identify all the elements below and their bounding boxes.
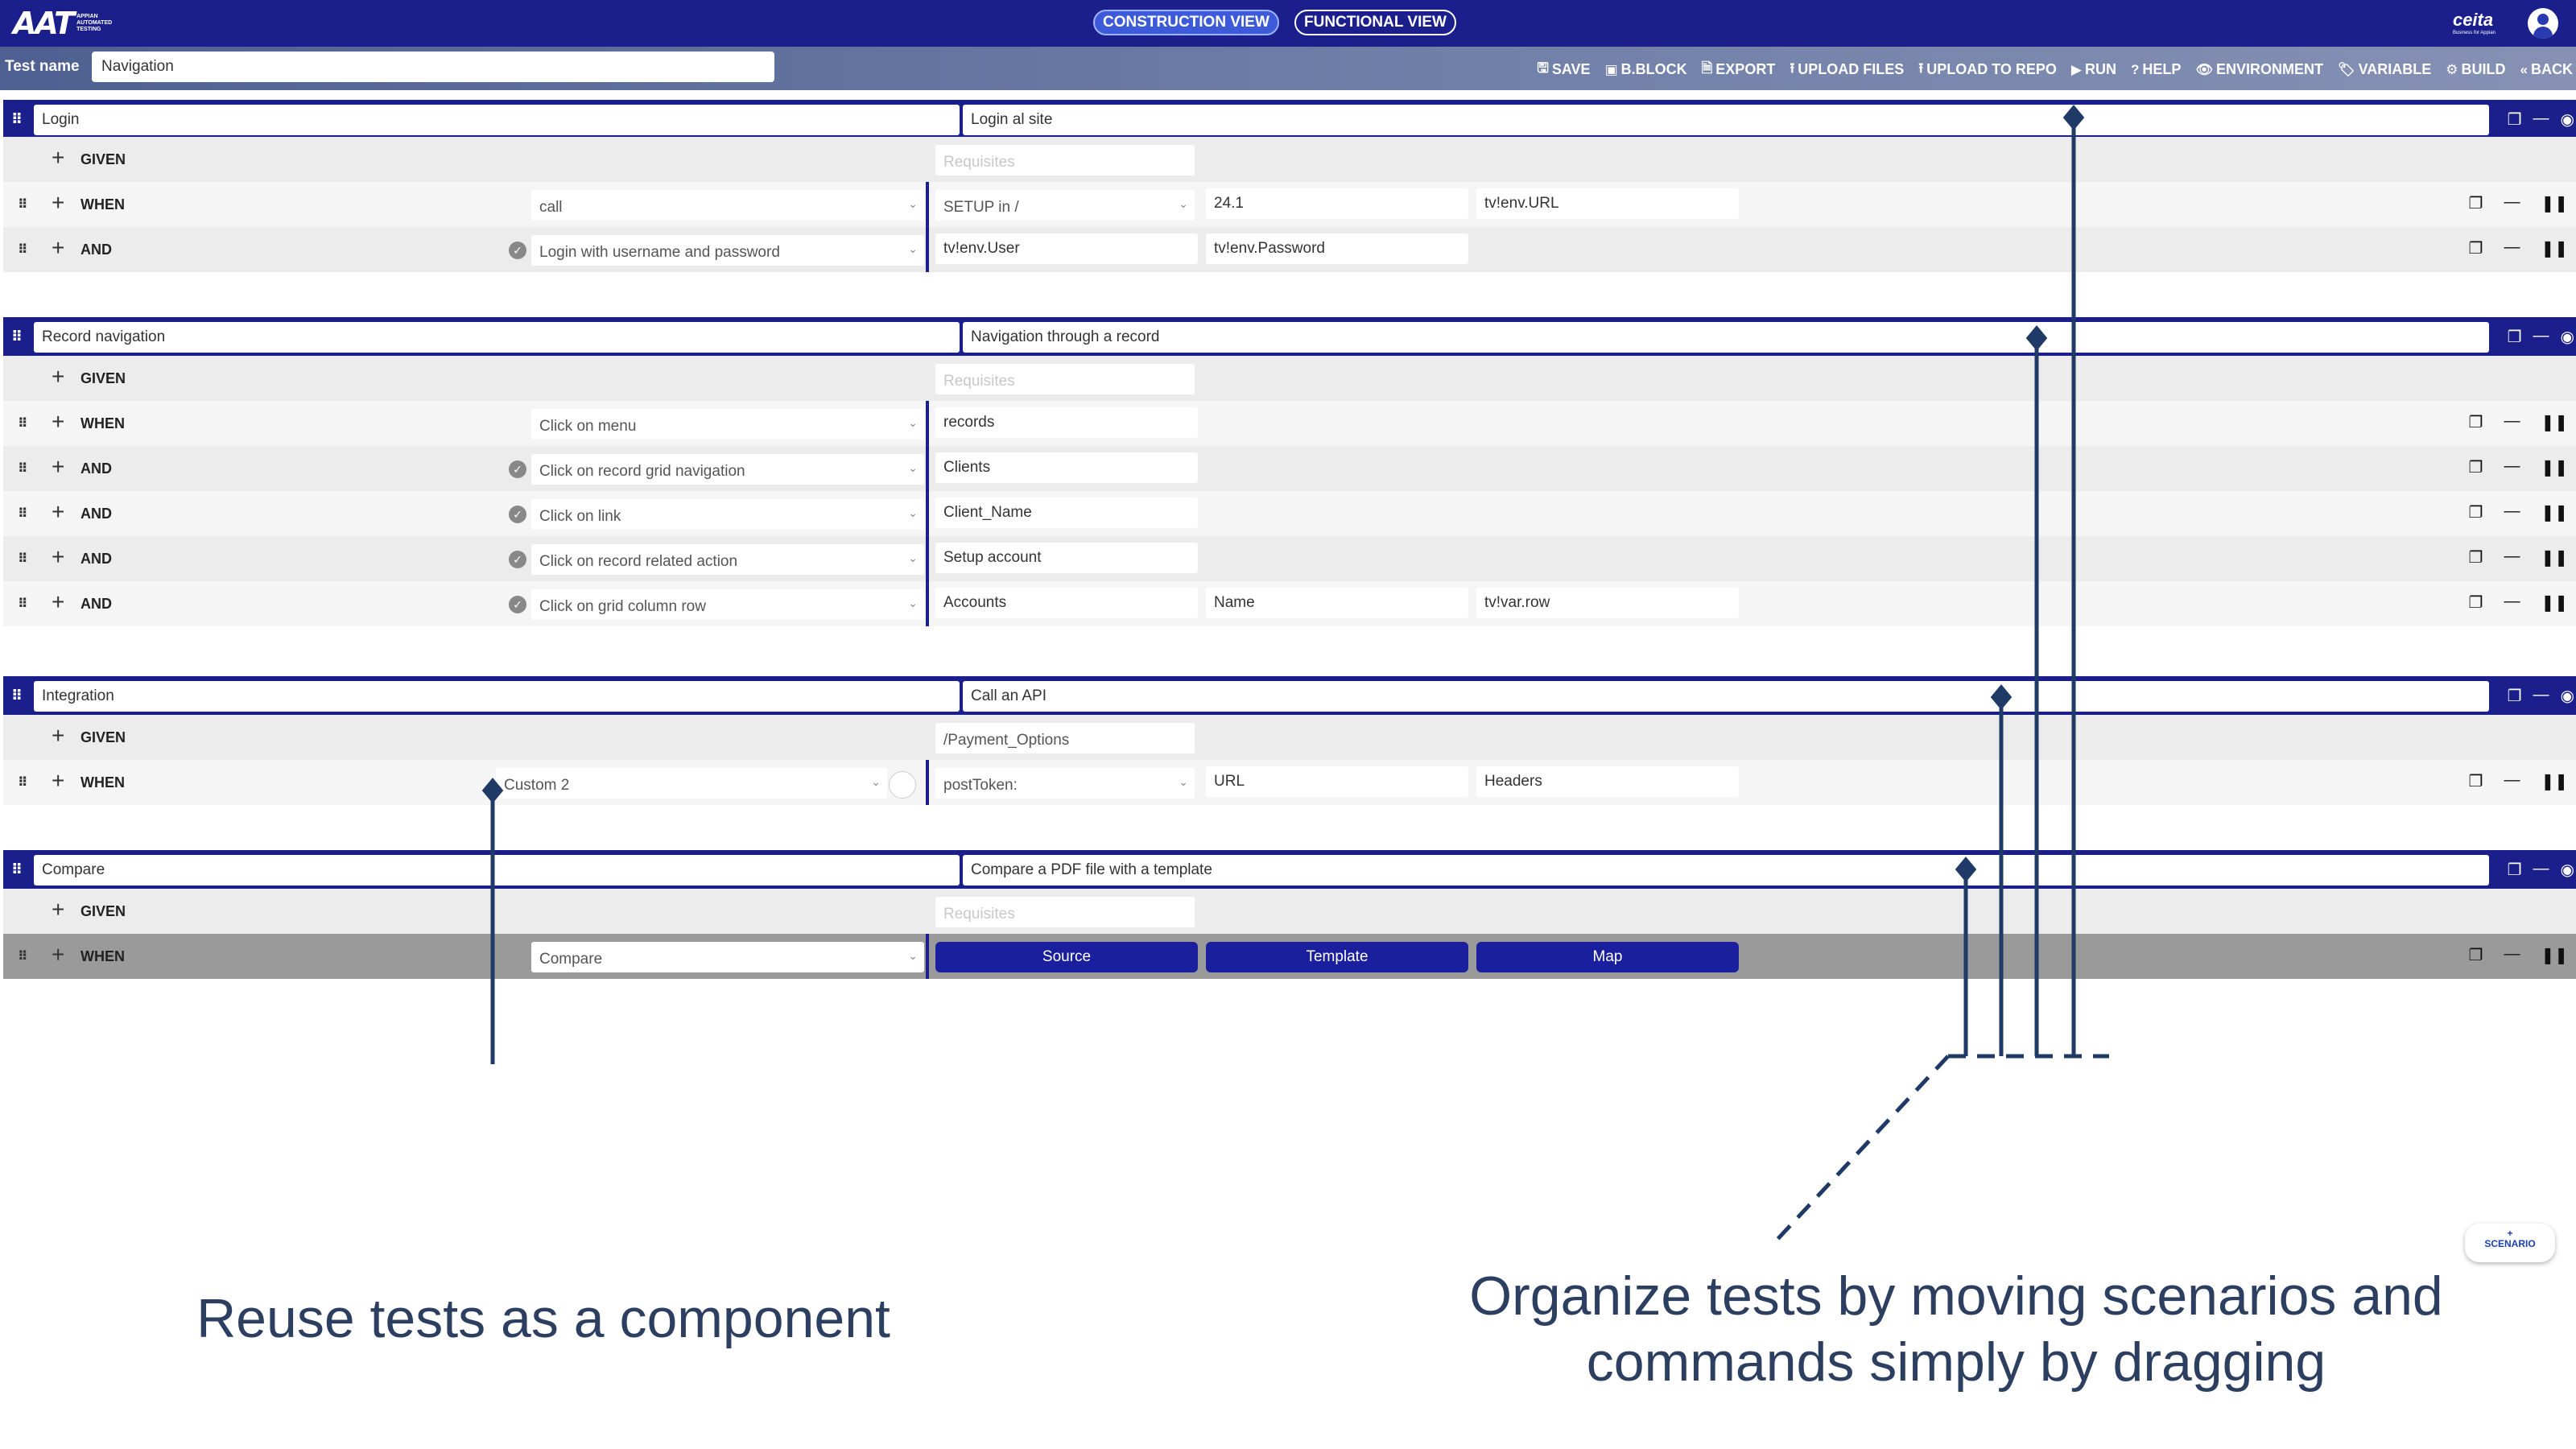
tool-label: UPLOAD TO REPO — [1926, 61, 2057, 77]
step-actions — [2469, 771, 2568, 791]
step-keyword: AND — [80, 242, 112, 258]
tool-b-block-button[interactable] — [1605, 58, 1687, 81]
add-step-icon[interactable]: + — [52, 897, 65, 922]
copy-icon[interactable]: ❐ — [2468, 773, 2483, 791]
tool-back-button[interactable] — [2520, 58, 2573, 81]
step-actions — [2469, 547, 2568, 568]
construction-view-button[interactable]: CONSTRUCTION VIEW — [1093, 10, 1279, 35]
column-divider — [926, 182, 929, 227]
toolbar — [0, 47, 2576, 90]
column-divider — [926, 227, 929, 272]
step-keyword: WHEN — [80, 415, 125, 431]
add-step-icon[interactable]: + — [52, 145, 65, 170]
check-icon: ✓ — [509, 460, 526, 478]
check-icon: ✓ — [509, 506, 526, 523]
scenario-name-input[interactable]: Login — [34, 105, 960, 135]
command-select[interactable] — [531, 454, 924, 485]
step-row — [3, 889, 2576, 934]
step-keyword: WHEN — [80, 774, 125, 791]
scenario-actions — [2508, 686, 2574, 706]
column-divider — [926, 934, 929, 979]
chevron-down-icon: ⌄ — [908, 416, 918, 429]
add-scenario-button[interactable] — [2465, 1224, 2555, 1262]
scenario-header — [3, 317, 2576, 357]
tool-label: UPLOAD FILES — [1798, 61, 1905, 77]
tool-label: ENVIRONMENT — [2216, 61, 2324, 77]
column-divider — [926, 446, 929, 491]
eye-icon[interactable]: ◉ — [2560, 861, 2574, 879]
source-button[interactable]: Source — [935, 942, 1198, 972]
command-select[interactable] — [531, 235, 924, 266]
pause-icon[interactable]: ❚❚ — [2541, 773, 2568, 791]
tool-label: B.BLOCK — [1620, 61, 1687, 77]
step-actions — [2469, 502, 2568, 522]
add-step-icon[interactable]: + — [52, 589, 65, 614]
param-input[interactable]: tv!env.User — [935, 233, 1198, 264]
drag-handle-icon[interactable]: ⠿ — [18, 243, 28, 257]
eye-icon[interactable]: ◉ — [2560, 111, 2574, 129]
organize-caption — [1401, 1264, 2512, 1395]
command-value: Custom 2 — [504, 777, 570, 794]
pause-icon[interactable]: ❚❚ — [2541, 459, 2568, 477]
add-step-icon[interactable]: + — [52, 409, 65, 434]
step-row — [3, 491, 2576, 536]
save-icon: 🖫 — [1537, 60, 1549, 76]
step-row — [3, 182, 2576, 227]
remove-icon[interactable]: — — [2504, 945, 2520, 963]
requisites-select[interactable]: Requisites — [935, 364, 1195, 394]
requisites-select[interactable]: Requisites — [935, 145, 1195, 175]
param-input[interactable]: 24.1 — [1206, 188, 1468, 219]
pause-icon[interactable]: ❚❚ — [2541, 549, 2568, 567]
param-select[interactable] — [935, 190, 1195, 221]
copy-icon[interactable]: ❐ — [2507, 328, 2522, 346]
command-value: call — [539, 199, 563, 216]
param-input[interactable]: Clients — [935, 452, 1198, 483]
file-icon: 🗎 — [1701, 60, 1713, 76]
command-select[interactable] — [531, 589, 924, 620]
step-actions — [2469, 945, 2568, 965]
chevron-down-icon: ⌄ — [908, 461, 918, 474]
param-input[interactable]: Client_Name — [935, 497, 1198, 528]
tool-label: VARIABLE — [2358, 61, 2432, 77]
plus-icon: + — [2507, 1228, 2513, 1239]
chevron-down-icon: ⌄ — [908, 949, 918, 962]
check-icon: ✓ — [509, 551, 526, 568]
scenario-description-input[interactable]: Login al site — [963, 105, 2489, 135]
chevron-down-icon: ⌄ — [908, 551, 918, 564]
param-input[interactable]: URL — [1206, 766, 1468, 797]
eye-icon: 👁 — [2195, 61, 2213, 77]
scenario-description-input[interactable]: Compare a PDF file with a template — [963, 855, 2489, 886]
help-icon: ? — [2131, 61, 2140, 77]
column-divider — [926, 581, 929, 626]
remove-icon[interactable]: — — [2504, 502, 2520, 520]
remove-icon[interactable]: — — [2504, 457, 2520, 475]
upload-icon: ⭱ — [1790, 60, 1795, 76]
command-value: Compare — [539, 951, 603, 968]
step-keyword: GIVEN — [80, 729, 126, 745]
build-icon: ⚙ — [2446, 61, 2458, 77]
command-value: Login with username and password — [539, 244, 780, 261]
command-select[interactable] — [531, 409, 924, 440]
top-bar — [0, 0, 2576, 47]
remove-icon[interactable]: — — [2504, 771, 2520, 789]
brand-name: ceita — [2452, 10, 2494, 30]
tool-help-button[interactable] — [2131, 58, 2181, 81]
step-row — [3, 715, 2576, 760]
scenario-actions — [2508, 860, 2574, 880]
add-step-icon[interactable]: + — [52, 364, 65, 389]
tool-label: BUILD — [2461, 61, 2506, 77]
copy-icon[interactable]: ❐ — [2468, 414, 2483, 431]
step-keyword: AND — [80, 596, 112, 612]
expand-toggle-button[interactable] — [889, 771, 916, 799]
copy-icon[interactable]: ❐ — [2468, 504, 2483, 522]
step-actions — [2469, 592, 2568, 613]
drag-handle-icon[interactable]: ⠿ — [18, 552, 28, 566]
step-row — [3, 581, 2576, 626]
drag-handle-icon[interactable]: ⠿ — [11, 111, 23, 127]
drag-handle-icon[interactable]: ⠿ — [18, 597, 28, 611]
drag-handle-icon[interactable]: ⠿ — [18, 776, 28, 790]
step-row — [3, 446, 2576, 491]
template-button[interactable]: Template — [1206, 942, 1468, 972]
requisites-select[interactable]: Requisites — [935, 897, 1195, 927]
scenario-header — [3, 850, 2576, 890]
tool-build-button[interactable] — [2446, 58, 2505, 81]
step-row — [3, 760, 2576, 805]
add-step-icon[interactable]: + — [52, 235, 65, 260]
param-input[interactable]: records — [935, 407, 1198, 438]
pause-icon[interactable]: ❚❚ — [2541, 195, 2568, 213]
check-icon: ✓ — [509, 596, 526, 613]
column-divider — [926, 760, 929, 805]
test-name-label: Test name — [5, 58, 80, 75]
add-step-icon[interactable]: + — [52, 454, 65, 479]
tool-label: HELP — [2142, 61, 2182, 77]
step-keyword: WHEN — [80, 196, 125, 213]
add-step-icon[interactable]: + — [52, 723, 65, 748]
reuse-caption: Reuse tests as a component — [196, 1288, 890, 1349]
step-keyword: AND — [80, 551, 112, 567]
drag-handle-icon[interactable]: ⠿ — [18, 950, 28, 964]
step-row — [3, 536, 2576, 581]
tool-upload-files-button[interactable] — [1790, 58, 1904, 81]
tool-label: BACK — [2531, 61, 2573, 77]
pause-icon[interactable]: ❚❚ — [2541, 504, 2568, 522]
tag-icon: 🏷 — [2338, 61, 2355, 77]
drag-handle-icon[interactable]: ⠿ — [18, 507, 28, 521]
command-select[interactable] — [531, 942, 924, 972]
column-divider — [926, 401, 929, 446]
step-keyword: AND — [80, 506, 112, 522]
command-select[interactable] — [496, 768, 887, 799]
step-row — [3, 356, 2576, 401]
drag-handle-icon[interactable]: ⠿ — [11, 687, 23, 704]
param-input[interactable]: Setup account — [935, 543, 1198, 573]
column-divider — [926, 491, 929, 536]
param-input[interactable]: tv!env.Password — [1206, 233, 1468, 264]
param-input[interactable]: tv!env.URL — [1476, 188, 1739, 219]
step-row — [3, 934, 2576, 979]
step-row — [3, 227, 2576, 272]
param-select[interactable] — [935, 768, 1195, 799]
back-icon: « — [2520, 61, 2528, 77]
step-keyword: WHEN — [80, 948, 125, 964]
command-select[interactable] — [531, 190, 924, 221]
remove-icon[interactable]: — — [2504, 547, 2520, 565]
chevron-down-icon: ⌄ — [1179, 775, 1188, 788]
step-actions — [2469, 457, 2568, 477]
copy-icon[interactable]: ❐ — [2468, 195, 2483, 213]
add-step-icon[interactable]: + — [52, 544, 65, 569]
test-name-input[interactable] — [92, 52, 774, 82]
copy-icon[interactable]: ❐ — [2468, 594, 2483, 612]
scenario-header — [3, 100, 2576, 140]
pause-icon[interactable]: ❚❚ — [2541, 414, 2568, 431]
pause-icon[interactable]: ❚❚ — [2541, 594, 2568, 612]
copy-icon[interactable]: ❐ — [2507, 687, 2522, 705]
command-value: Click on grid column row — [539, 598, 706, 615]
drag-handle-icon[interactable]: ⠿ — [18, 462, 28, 476]
copy-icon[interactable]: ❐ — [2468, 947, 2483, 964]
user-avatar-icon[interactable] — [2528, 8, 2558, 39]
pause-icon[interactable]: ❚❚ — [2541, 240, 2568, 258]
step-actions — [2469, 238, 2568, 258]
tool-label: SAVE — [1551, 61, 1591, 77]
tool-environment-button[interactable] — [2195, 58, 2323, 81]
column-divider — [926, 536, 929, 581]
block-icon: ▣ — [1604, 61, 1618, 77]
brand-logo — [2453, 10, 2496, 35]
command-select[interactable] — [531, 544, 924, 575]
scenario-header — [3, 676, 2576, 716]
tool-run-button[interactable] — [2071, 58, 2116, 81]
drag-handle-icon[interactable]: ⠿ — [18, 198, 28, 212]
chevron-down-icon: ⌄ — [908, 242, 918, 255]
eye-icon[interactable]: ◉ — [2560, 328, 2574, 346]
tool-variable-button[interactable] — [2338, 58, 2431, 81]
tool-upload-to-repo-button[interactable] — [1918, 58, 2057, 81]
add-step-icon[interactable]: + — [52, 190, 65, 215]
add-step-icon[interactable]: + — [52, 942, 65, 967]
check-icon: ✓ — [509, 242, 526, 259]
collapse-icon[interactable]: — — [2533, 860, 2549, 877]
requisites-select[interactable]: /Payment_Options — [935, 723, 1195, 753]
step-keyword: GIVEN — [80, 903, 126, 919]
functional-view-button[interactable]: FUNCTIONAL VIEW — [1294, 10, 1456, 35]
collapse-icon[interactable]: — — [2533, 109, 2549, 127]
logo-subtitle: APPIAN AUTOMATED TESTING — [76, 14, 113, 32]
upload-icon: ⭱ — [1918, 60, 1924, 76]
scenario-actions — [2508, 327, 2574, 347]
drag-handle-icon[interactable]: ⠿ — [18, 417, 28, 431]
drag-handle-icon[interactable]: ⠿ — [11, 328, 23, 345]
toolbar-actions — [1537, 58, 2573, 81]
brand-tagline: Business for Appian — [2452, 31, 2496, 35]
copy-icon[interactable]: ❐ — [2468, 240, 2483, 258]
pause-icon[interactable]: ❚❚ — [2541, 947, 2568, 964]
step-actions — [2469, 193, 2568, 213]
organize-caption-line2: commands simply by dragging — [1586, 1331, 2326, 1393]
param-value: postToken: — [943, 777, 1018, 794]
command-value: Click on menu — [539, 418, 637, 435]
chevron-down-icon: ⌄ — [908, 506, 918, 519]
step-row — [3, 137, 2576, 182]
scenario-name-input[interactable]: Integration — [34, 681, 960, 712]
add-step-icon[interactable]: + — [52, 499, 65, 524]
command-value: Click on record related action — [539, 553, 738, 570]
app-logo[interactable] — [13, 6, 125, 40]
param-input[interactable]: tv!var.row — [1476, 588, 1739, 618]
chevron-down-icon: ⌄ — [908, 197, 918, 210]
command-value: Click on record grid navigation — [539, 463, 745, 480]
param-input[interactable]: Headers — [1476, 766, 1739, 797]
remove-icon[interactable]: — — [2504, 412, 2520, 430]
step-keyword: AND — [80, 460, 112, 477]
tool-label: EXPORT — [1715, 61, 1776, 77]
scenario-name-input[interactable]: Record navigation — [34, 322, 960, 353]
play-icon: ▶ — [2070, 61, 2082, 77]
collapse-icon[interactable]: — — [2533, 686, 2549, 704]
add-step-icon[interactable]: + — [52, 768, 65, 793]
scenario-description-input[interactable]: Navigation through a record — [963, 322, 2489, 353]
drag-callout-line — [1773, 1056, 1948, 1245]
copy-icon[interactable]: ❐ — [2468, 549, 2483, 567]
drag-handle-icon[interactable]: ⠿ — [11, 861, 23, 877]
chevron-down-icon: ⌄ — [908, 597, 918, 609]
collapse-icon[interactable]: — — [2533, 327, 2549, 345]
add-scenario-label: SCENARIO — [2484, 1238, 2536, 1249]
param-value: SETUP in / — [943, 199, 1019, 216]
scenario-name-input[interactable]: Compare — [34, 855, 960, 886]
step-keyword: GIVEN — [80, 370, 126, 386]
eye-icon[interactable]: ◉ — [2560, 687, 2574, 705]
chevron-down-icon: ⌄ — [1179, 197, 1188, 210]
organize-caption-line1: Organize tests by moving scenarios and — [1469, 1265, 2443, 1327]
param-input[interactable]: Name — [1206, 588, 1468, 618]
scenario-description-input[interactable]: Call an API — [963, 681, 2489, 712]
tool-label: RUN — [2085, 61, 2116, 77]
copy-icon[interactable]: ❐ — [2468, 459, 2483, 477]
scenario-actions — [2508, 109, 2574, 130]
step-actions — [2469, 412, 2568, 432]
remove-icon[interactable]: — — [2504, 238, 2520, 256]
remove-icon[interactable]: — — [2504, 193, 2520, 211]
step-row — [3, 401, 2576, 446]
copy-icon[interactable]: ❐ — [2507, 111, 2522, 129]
command-value: Click on link — [539, 508, 621, 525]
map-button[interactable]: Map — [1476, 942, 1739, 972]
param-input[interactable]: Accounts — [935, 588, 1198, 618]
tool-save-button[interactable] — [1537, 58, 1590, 81]
logo-mark: AAT — [13, 6, 74, 41]
step-keyword: GIVEN — [80, 151, 126, 167]
remove-icon[interactable]: — — [2504, 592, 2520, 610]
chevron-down-icon: ⌄ — [871, 775, 881, 788]
tool-export-button[interactable] — [1702, 58, 1776, 81]
command-select[interactable] — [531, 499, 924, 530]
copy-icon[interactable]: ❐ — [2507, 861, 2522, 879]
